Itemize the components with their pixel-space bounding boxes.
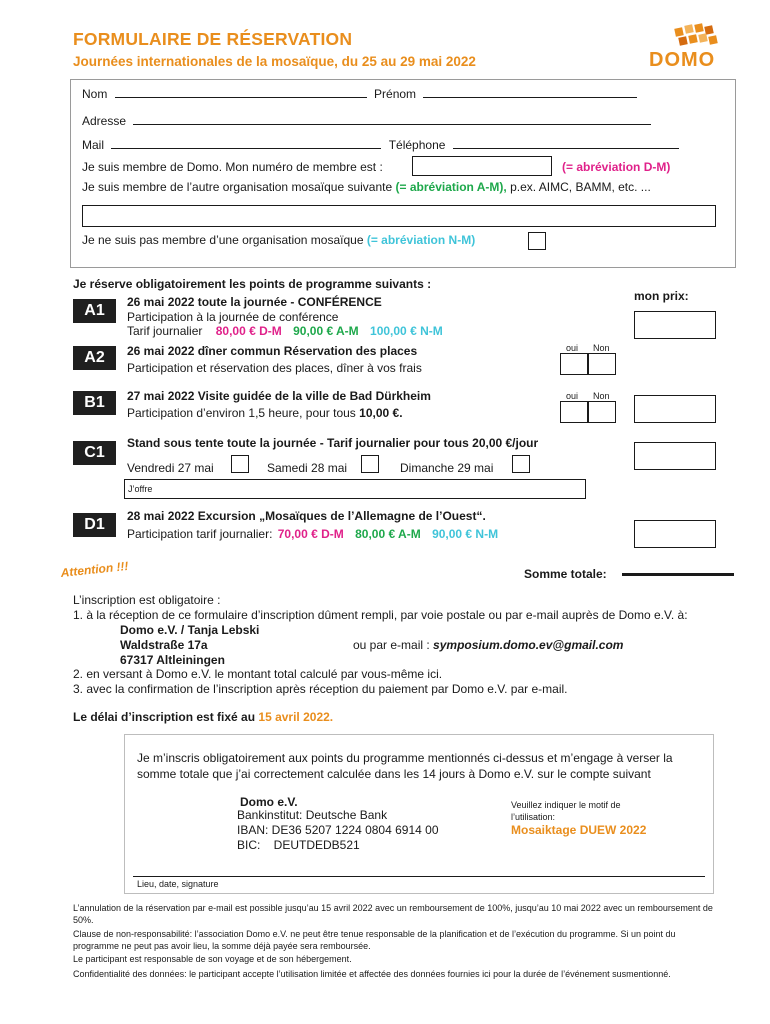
bank-iban: IBAN: DE36 5207 1224 0804 6914 00 [237,823,439,837]
nom-label: Nom [82,87,108,101]
a2-yes-label: oui [566,343,579,353]
c1-price-input[interactable] [634,442,716,470]
address-line3: 67317 Altleiningen [120,653,225,667]
member-other-row [82,180,651,194]
mail-label: Mail [82,138,105,152]
page-subtitle: Journées internationales de la mosaïque, du 25 au 29 mai 2022 [73,54,476,69]
deadline-date: 15 avril 2022. [258,710,334,724]
a1-price-am: 90,00 € A-M [293,324,359,338]
b1-title: 27 mai 2022 Visite guidée de la ville de Bad Dürkheim [127,389,431,403]
non-member-text: Je ne suis pas membre d’une organisation mosaïque [82,233,364,247]
c1-day3: Dimanche 29 mai [400,461,494,475]
a1-tarif-label: Tarif journalier [127,324,203,338]
code-a1: A1 [73,299,116,323]
code-a2: A2 [73,346,116,370]
non-member-checkbox[interactable] [528,232,546,250]
b1-price-input[interactable] [634,395,716,423]
c1-day2: Samedi 28 mai [267,461,348,475]
mail-field[interactable] [111,148,381,149]
member-other-text: Je suis membre de l’autre organisation mosaïque suivante [82,180,393,194]
signature-line[interactable] [133,876,705,877]
b1-no-label: Non [593,391,610,401]
nom-field[interactable] [115,97,367,98]
nom-row [82,87,637,101]
a1-title: 26 mai 2022 toute la journée - CONFÉRENCE [127,295,382,309]
other-organisation-input[interactable] [82,205,716,227]
a2-no-checkbox[interactable] [588,353,616,375]
footer-travel: Le participant est responsable de son voyage et de son hébergement. [73,954,352,964]
c1-day2-checkbox[interactable] [361,455,379,473]
a1-price-dm: 80,00 € D-M [215,324,282,338]
deadline-text: Le délai d’inscription est fixé au [73,710,256,724]
a2-line1: Participation et réservation des places, dîner à vos frais [127,361,422,375]
c1-day1: Vendredi 27 mai [127,461,214,475]
b1-yes-label: oui [566,391,579,401]
mail-row [82,138,679,152]
d1-price-dm: 70,00 € D-M [277,527,344,541]
address-line2: Waldstraße 17a [120,638,208,652]
member-domo-text: Je suis membre de Domo. Mon numéro de membre est : [82,160,383,174]
logo-wordmark: DOMO [649,49,716,71]
page-title: FORMULAIRE DE RÉSERVATION [73,29,353,49]
total-field[interactable] [622,573,734,576]
c1-offer-label: J’offre [128,484,153,494]
commitment-text: Je m’inscris obligatoirement aux points du programme mentionnés ci-dessus et m’engage à verser la somme totale que j’ai correctement calculée dans les 14 jours à Domo e.V. sur le compte suivant [137,751,673,781]
b1-yes-checkbox[interactable] [560,401,588,423]
d1-price-am: 80,00 € A-M [355,527,421,541]
d1-title: 28 mai 2022 Excursion „Mosaïques de l’Allemagne de l’Ouest“. [127,509,486,523]
address-line1: Domo e.V. / Tanja Lebski [120,623,260,637]
member-other-abbr: (= abréviation A-M), [395,180,507,194]
footer-liability: Clause de non-responsabilité: l’association Domo e.V. ne peut être tenue responsable de la planification et de l’exécution du programme. Si un point du programme ne peut pas avoir lieu, la somme déjà payée sera remboursée. [73,929,676,951]
footer-privacy: Confidentialité des données: le participant accepte l’utilisation limitée et affectée des données fournies ici pour la durée de l’événement susmentionné. [73,969,671,979]
c1-offer-input[interactable] [124,479,586,499]
mosaic-logo-icon [645,22,735,52]
adresse-row [82,114,651,128]
prenom-label: Prénom [374,87,417,101]
telephone-label: Téléphone [388,138,446,152]
attention-note: Attention !!! [60,558,130,580]
code-d1: D1 [73,513,116,537]
non-member-abbr: (= abréviation N-M) [366,233,476,247]
domo-logo [645,22,735,72]
d1-prices [127,527,498,541]
email-row [353,638,623,652]
instructions-step2: 2. en versant à Domo e.V. le montant total calculé par vous-même ici. [73,667,443,681]
d1-price-input[interactable] [634,520,716,548]
bank-bic: BIC: DEUTDEDB521 [237,838,360,852]
b1-line1: Participation d’environ 1,5 heure, pour tous [127,406,356,420]
a2-yes-checkbox[interactable] [560,353,588,375]
a1-price-input[interactable] [634,311,716,339]
non-member-row [82,233,475,247]
d1-tarif-label: Participation tarif journalier: [127,527,273,541]
c1-day3-checkbox[interactable] [512,455,530,473]
instructions-step3: 3. avec la confirmation de l’inscription après réception du paiement par Domo e.V. par e-mail. [73,682,568,696]
price-header: mon prix: [634,289,689,303]
member-other-example: p.ex. AIMC, BAMM, etc. ... [510,180,651,194]
bank-institute: Bankinstitut: Deutsche Bank [237,808,388,822]
adresse-label: Adresse [82,114,127,128]
telephone-field[interactable] [453,148,679,149]
motif-label: Veuillez indiquer le motif de l’utilisation: [511,800,621,822]
bank-name: Domo e.V. [240,795,298,809]
contact-email[interactable]: symposium.domo.ev@gmail.com [433,638,624,652]
b1-price-all: 10,00 €. [359,406,403,420]
a2-title: 26 mai 2022 dîner commun Réservation des places [127,344,418,358]
b1-line [127,406,403,420]
adresse-field[interactable] [133,124,651,125]
code-b1: B1 [73,391,116,415]
instructions-step1: 1. à la réception de ce formulaire d’inscription dûment rempli, par voie postale ou par e-mail auprès de Domo e.V. à: [73,608,688,622]
email-prefix: ou par e-mail : [353,638,430,652]
c1-day1-checkbox[interactable] [231,455,249,473]
program-intro: Je réserve obligatoirement les points de programme suivants : [73,277,432,291]
a2-no-label: Non [593,343,610,353]
a1-prices [127,324,443,338]
instructions-intro: L’inscription est obligatoire : [73,593,221,607]
prenom-field[interactable] [423,97,637,98]
signature-label: Lieu, date, signature [137,879,219,889]
d1-price-nm: 90,00 € N-M [432,527,499,541]
member-domo-abbr: (= abréviation D-M) [562,160,671,174]
total-label: Somme totale: [524,567,607,581]
footer-cancellation: L’annulation de la réservation par e-mail est possible jusqu’au 15 avril 2022 avec un remboursement de 100%, jusqu’au 10 mai 2022 avec un remboursement de 50%. [73,903,713,925]
deadline-row [73,710,333,724]
motif-value: Mosaiktage DUEW 2022 [511,823,647,837]
c1-title: Stand sous tente toute la journée - Tarif journalier pour tous 20,00 €/jour [127,436,539,450]
member-number-input[interactable] [412,156,552,176]
a1-price-nm: 100,00 € N-M [370,324,443,338]
b1-no-checkbox[interactable] [588,401,616,423]
code-c1: C1 [73,441,116,465]
a1-line1: Participation à la journée de conférence [127,310,339,324]
